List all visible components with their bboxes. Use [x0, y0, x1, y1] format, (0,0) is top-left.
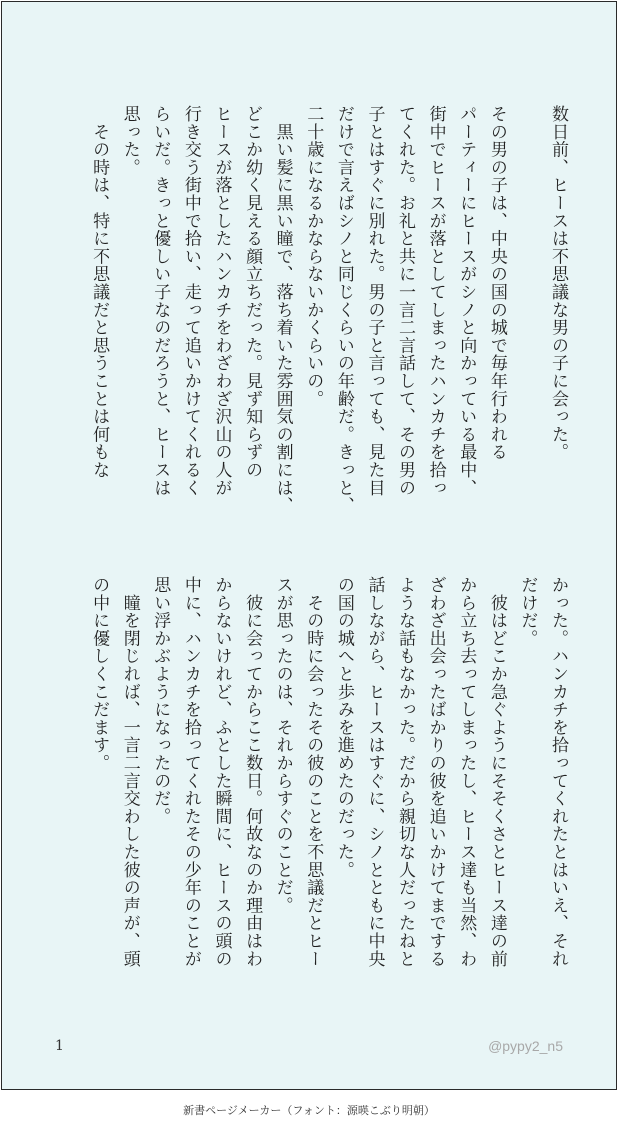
text-column: らいだ。きっと優しい子なのだろうと、ヒースは: [150, 105, 171, 497]
author-credit: @pypy2_n5: [488, 1038, 563, 1054]
text-column: その時は、特に不思議だと思うことは何もな: [89, 105, 110, 479]
text-column: 二十歳になるかならないかくらいの。: [303, 105, 324, 408]
text-column: の中に優しくこだます。: [89, 576, 110, 772]
text-column: 数日前、ヒースは不思議な男の子に会った。: [548, 105, 568, 461]
text-column: その男の子は、中央の国の城で毎年行われる: [486, 105, 507, 461]
text-column: かった。ハンカチを拾ってくれたとはいえ、それ: [548, 576, 568, 968]
text-column: 話しながら、ヒースはすぐに、シノとともに中央: [364, 576, 385, 968]
text-column: その時に会ったその彼のことを不思議だとヒー: [303, 576, 324, 968]
text-column: どこか幼く見える顔立ちだった。見ず知らずの: [242, 105, 263, 479]
novel-page: [1, 1, 617, 1090]
text-block-top: [53, 105, 573, 535]
text-column: からないけれど、ふとした瞬間に、ヒースの頭の: [211, 576, 232, 968]
text-column: ヒースが落としたハンカチをわざわざ沢山の人が: [211, 105, 232, 497]
text-column: 黒い髪に黒い瞳で、落ち着いた雰囲気の割には、: [272, 105, 293, 515]
generator-caption: 新書ページメーカー（フォント：源暎こぶり明朝）: [183, 1104, 435, 1117]
text-column: [512, 105, 543, 535]
text-column: 彼に会ってからここ数日。何故なのか理由はわ: [242, 576, 263, 968]
text-column: パーティーにヒースがシノと向かっている最中、: [456, 105, 477, 497]
text-column: ような話もなかった。だから親切な人だったねと: [395, 576, 416, 968]
text-column: 思い浮かぶようになったのだ。: [150, 576, 171, 826]
text-column: 彼はどこか急ぐようにそそくさとヒース達の前: [486, 576, 507, 968]
text-column: 行き交う街中で拾い、走って追いかけてくれるく: [180, 105, 201, 497]
text-column: 思った。: [119, 105, 140, 177]
text-column: 瞳を閉じれば、一言二言交わした彼の声が、頭: [119, 576, 140, 968]
text-column: だけだ。: [517, 576, 538, 648]
page-number: 1: [55, 1038, 64, 1054]
text-block-bottom: [53, 576, 573, 1006]
text-column: 中に、ハンカチを拾ってくれたその少年のことが: [180, 576, 201, 968]
text-column: だけで言えばシノと同じくらいの年齢だ。きっと、: [333, 105, 354, 515]
text-column: スが思ったのは、それからすぐのことだ。: [272, 576, 293, 915]
text-column: ざわざ出会ったばかりの彼を追いかけてまでする: [425, 576, 446, 968]
text-column: から立ち去ってしまったし、ヒース達も当然、わ: [456, 576, 477, 968]
text-column: の国の城へと歩みを進めたのだった。: [333, 576, 354, 879]
text-column: 街中でヒースが落としてしまったハンカチを拾っ: [425, 105, 446, 497]
text-column: てくれた。お礼と共に一言二言話して、その男の: [395, 105, 416, 497]
text-column: 子とはすぐに別れた。男の子と言っても、見た目: [364, 105, 385, 497]
